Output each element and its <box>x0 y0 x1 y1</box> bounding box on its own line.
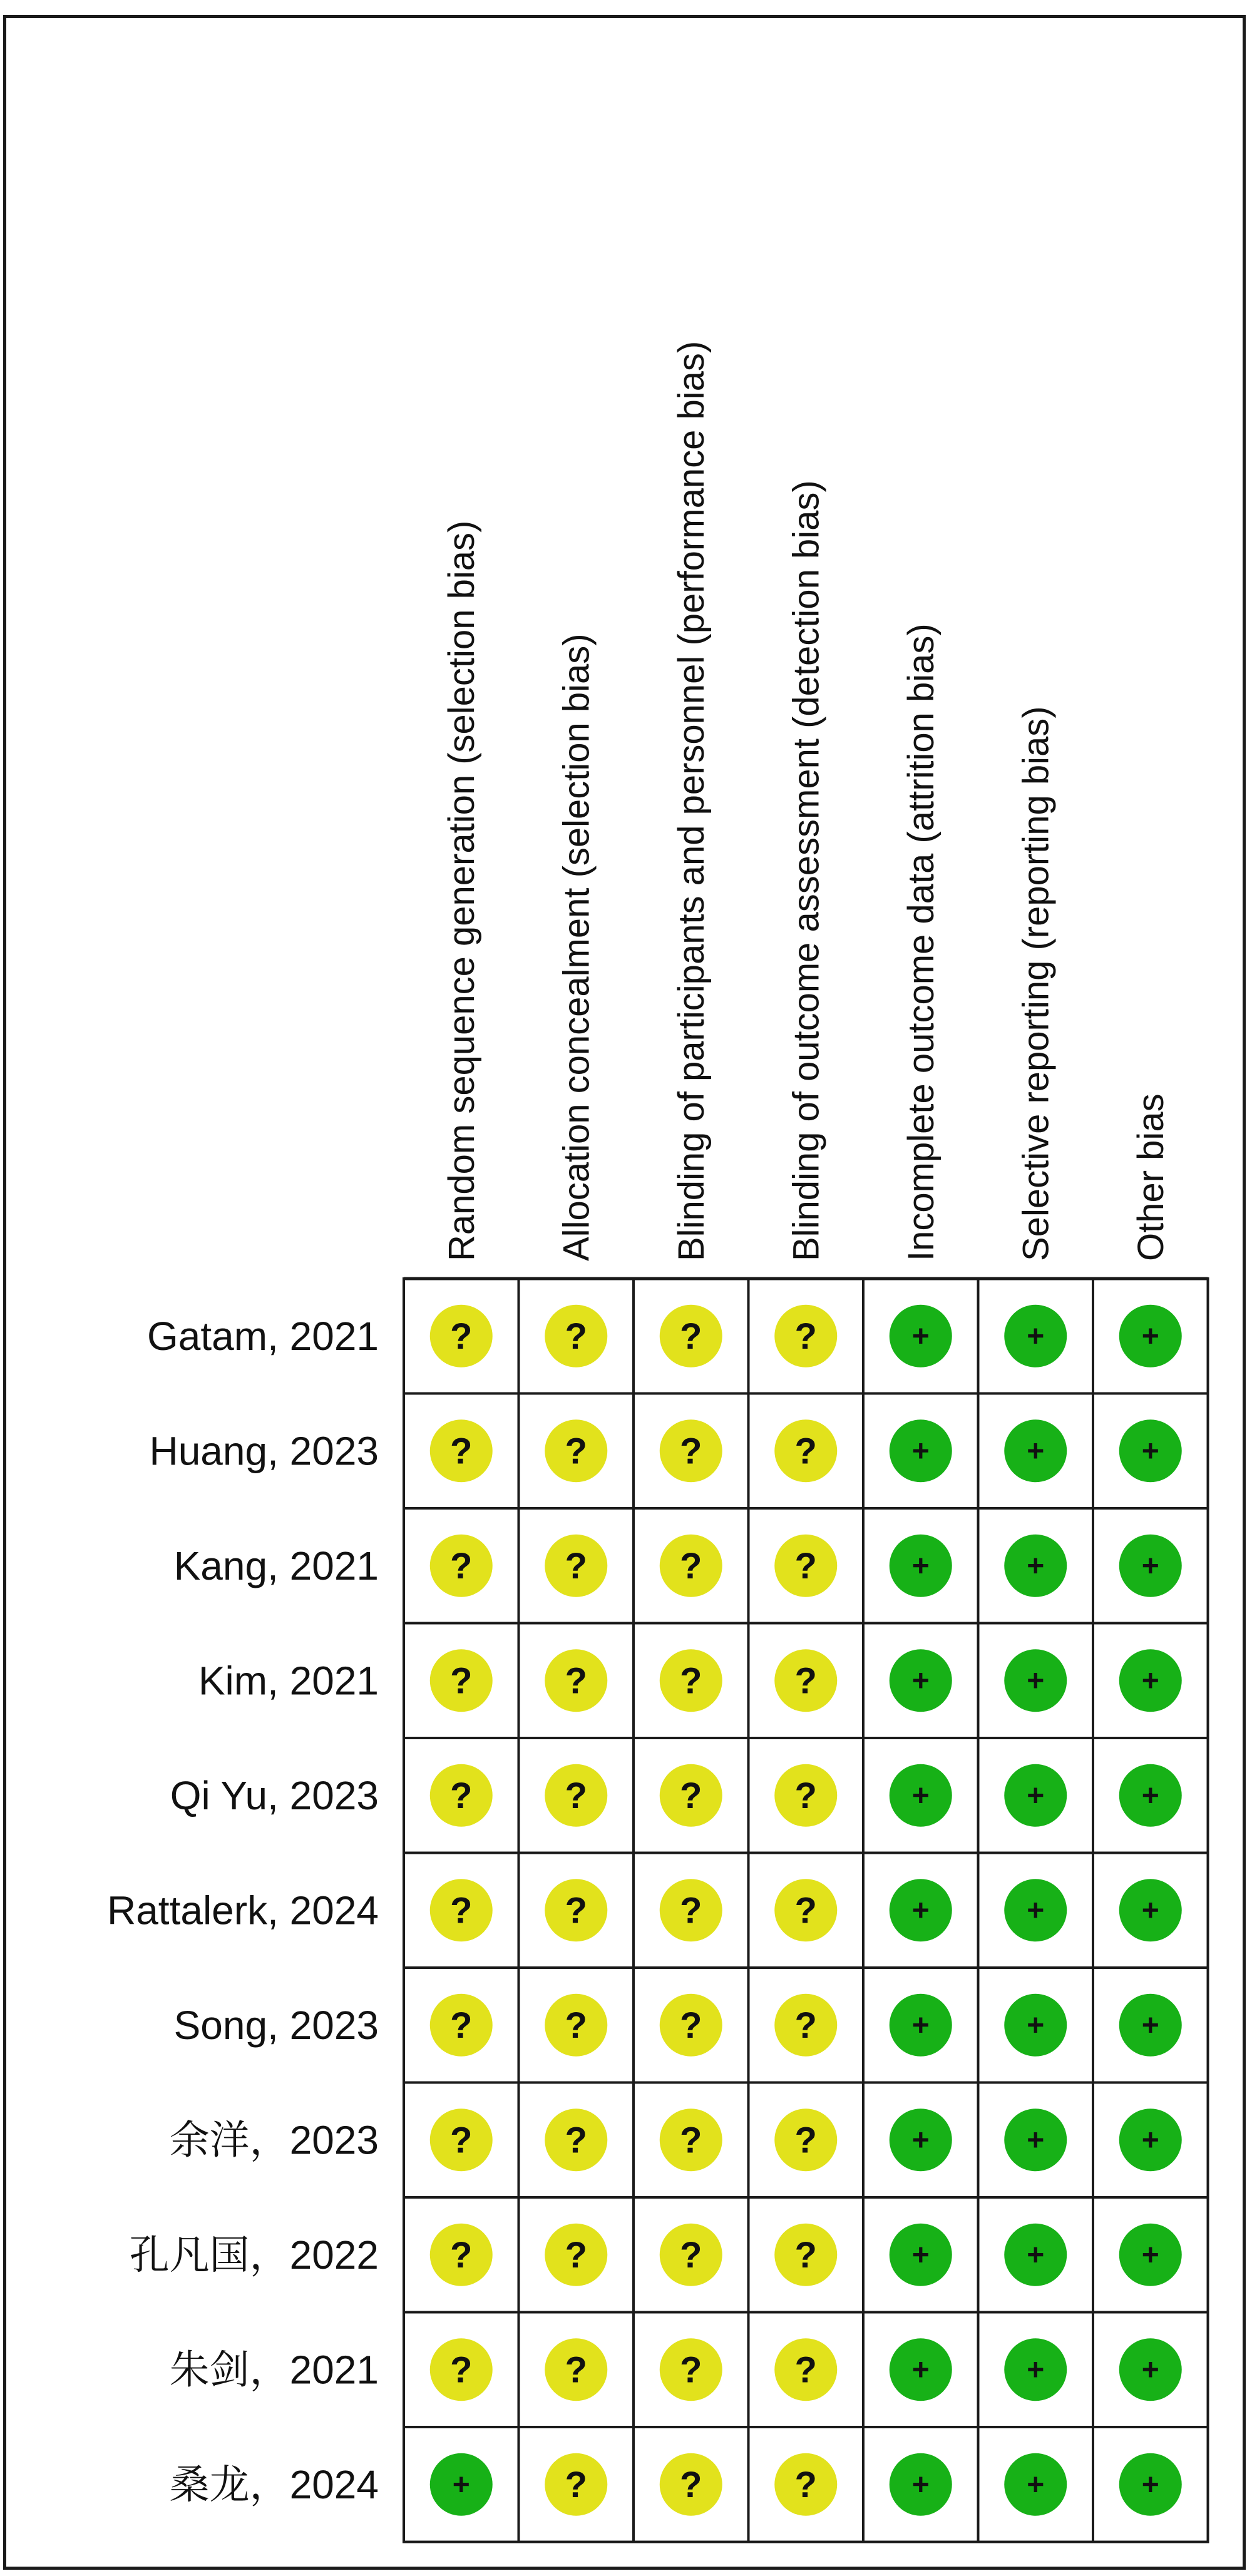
plus-glyph: + <box>911 2353 930 2387</box>
question-glyph: ? <box>794 1775 817 1816</box>
question-glyph: ? <box>565 1890 587 1931</box>
question-glyph: ? <box>565 2464 587 2505</box>
question-glyph: ? <box>794 1431 817 1472</box>
question-glyph: ? <box>565 2234 587 2276</box>
question-glyph: ? <box>794 2464 817 2505</box>
plus-glyph: + <box>1027 1319 1045 1353</box>
question-glyph: ? <box>565 2349 587 2391</box>
plus-glyph: + <box>911 1664 930 1698</box>
domain-label: Allocation concealment (selection bias) <box>556 633 597 1261</box>
plus-glyph: + <box>1027 2124 1045 2157</box>
plus-glyph: + <box>1141 1664 1159 1698</box>
question-glyph: ? <box>565 1316 587 1357</box>
study-label: 孔凡国，2022 <box>129 2232 379 2277</box>
question-glyph: ? <box>794 2120 817 2161</box>
study-label: 余洋，2023 <box>169 2117 379 2163</box>
question-glyph: ? <box>680 2349 702 2391</box>
question-glyph: ? <box>680 1890 702 1931</box>
study-label: Huang, 2023 <box>149 1428 379 1474</box>
question-glyph: ? <box>794 1660 817 1702</box>
plus-glyph: + <box>1027 1434 1045 1468</box>
question-glyph: ? <box>565 2005 587 2046</box>
question-glyph: ? <box>565 1431 587 1472</box>
domain-label: Incomplete outcome data (attrition bias) <box>900 623 942 1261</box>
question-glyph: ? <box>450 1545 473 1587</box>
plus-glyph: + <box>1141 1319 1159 1353</box>
plus-glyph: + <box>1027 1664 1045 1698</box>
question-glyph: ? <box>565 1660 587 1702</box>
question-glyph: ? <box>680 2120 702 2161</box>
study-label: Gatam, 2021 <box>147 1313 379 1359</box>
study-label: Rattalerk, 2024 <box>106 1888 379 1933</box>
domain-label: Random sequence generation (selection bias) <box>441 520 482 1261</box>
question-glyph: ? <box>680 1431 702 1472</box>
plus-glyph: + <box>911 2124 930 2157</box>
question-glyph: ? <box>450 2349 473 2391</box>
plus-glyph: + <box>1141 1779 1159 1812</box>
plus-glyph: + <box>1141 1894 1159 1928</box>
study-label: Kang, 2021 <box>173 1543 379 1588</box>
domain-label: Selective reporting (reporting bias) <box>1015 706 1057 1261</box>
question-glyph: ? <box>450 1431 473 1472</box>
question-glyph: ? <box>680 2005 702 2046</box>
question-glyph: ? <box>565 2120 587 2161</box>
plus-glyph: + <box>1027 2353 1045 2387</box>
domain-label: Blinding of participants and personnel (performance bias) <box>670 340 712 1261</box>
study-label: Kim, 2021 <box>198 1658 379 1704</box>
question-glyph: ? <box>794 2005 817 2046</box>
study-label: 朱剑，2021 <box>169 2347 379 2393</box>
question-glyph: ? <box>450 1660 473 1702</box>
plus-glyph: + <box>911 1434 930 1468</box>
plus-glyph: + <box>911 2238 930 2272</box>
study-label: 桑龙，2024 <box>169 2461 379 2507</box>
question-glyph: ? <box>450 1890 473 1931</box>
plus-glyph: + <box>1141 2008 1159 2042</box>
domain-label: Blinding of outcome assessment (detection bias) <box>786 480 827 1261</box>
plus-glyph: + <box>1141 2238 1159 2272</box>
plus-glyph: + <box>1027 1779 1045 1812</box>
question-glyph: ? <box>680 2464 702 2505</box>
plus-glyph: + <box>1141 2468 1159 2502</box>
question-glyph: ? <box>450 1316 473 1357</box>
plus-glyph: + <box>1141 1549 1159 1583</box>
plus-glyph: + <box>1141 2353 1159 2387</box>
question-glyph: ? <box>794 1545 817 1587</box>
question-glyph: ? <box>794 2349 817 2391</box>
question-glyph: ? <box>450 2234 473 2276</box>
plus-glyph: + <box>911 1779 930 1812</box>
plus-glyph: + <box>1027 2238 1045 2272</box>
question-glyph: ? <box>680 2234 702 2276</box>
question-glyph: ? <box>794 1316 817 1357</box>
question-glyph: ? <box>565 1545 587 1587</box>
plus-glyph: + <box>1141 2124 1159 2157</box>
study-label: Qi Yu, 2023 <box>170 1772 379 1818</box>
plus-glyph: + <box>911 1549 930 1583</box>
question-glyph: ? <box>680 1316 702 1357</box>
question-glyph: ? <box>565 1775 587 1816</box>
question-glyph: ? <box>450 2120 473 2161</box>
study-label: Song, 2023 <box>173 2002 379 2048</box>
question-glyph: ? <box>680 1775 702 1816</box>
plus-glyph: + <box>1027 1549 1045 1583</box>
plus-glyph: + <box>452 2468 470 2502</box>
plus-glyph: + <box>911 1894 930 1928</box>
plus-glyph: + <box>1027 2468 1045 2502</box>
question-glyph: ? <box>680 1660 702 1702</box>
plus-glyph: + <box>911 2008 930 2042</box>
question-glyph: ? <box>450 1775 473 1816</box>
question-glyph: ? <box>680 1545 702 1587</box>
plus-glyph: + <box>1141 1434 1159 1468</box>
domain-label: Other bias <box>1130 1093 1171 1261</box>
plus-glyph: + <box>1027 2008 1045 2042</box>
question-glyph: ? <box>794 2234 817 2276</box>
question-glyph: ? <box>450 2005 473 2046</box>
plus-glyph: + <box>1027 1894 1045 1928</box>
plus-glyph: + <box>911 2468 930 2502</box>
question-glyph: ? <box>794 1890 817 1931</box>
plus-glyph: + <box>911 1319 930 1353</box>
